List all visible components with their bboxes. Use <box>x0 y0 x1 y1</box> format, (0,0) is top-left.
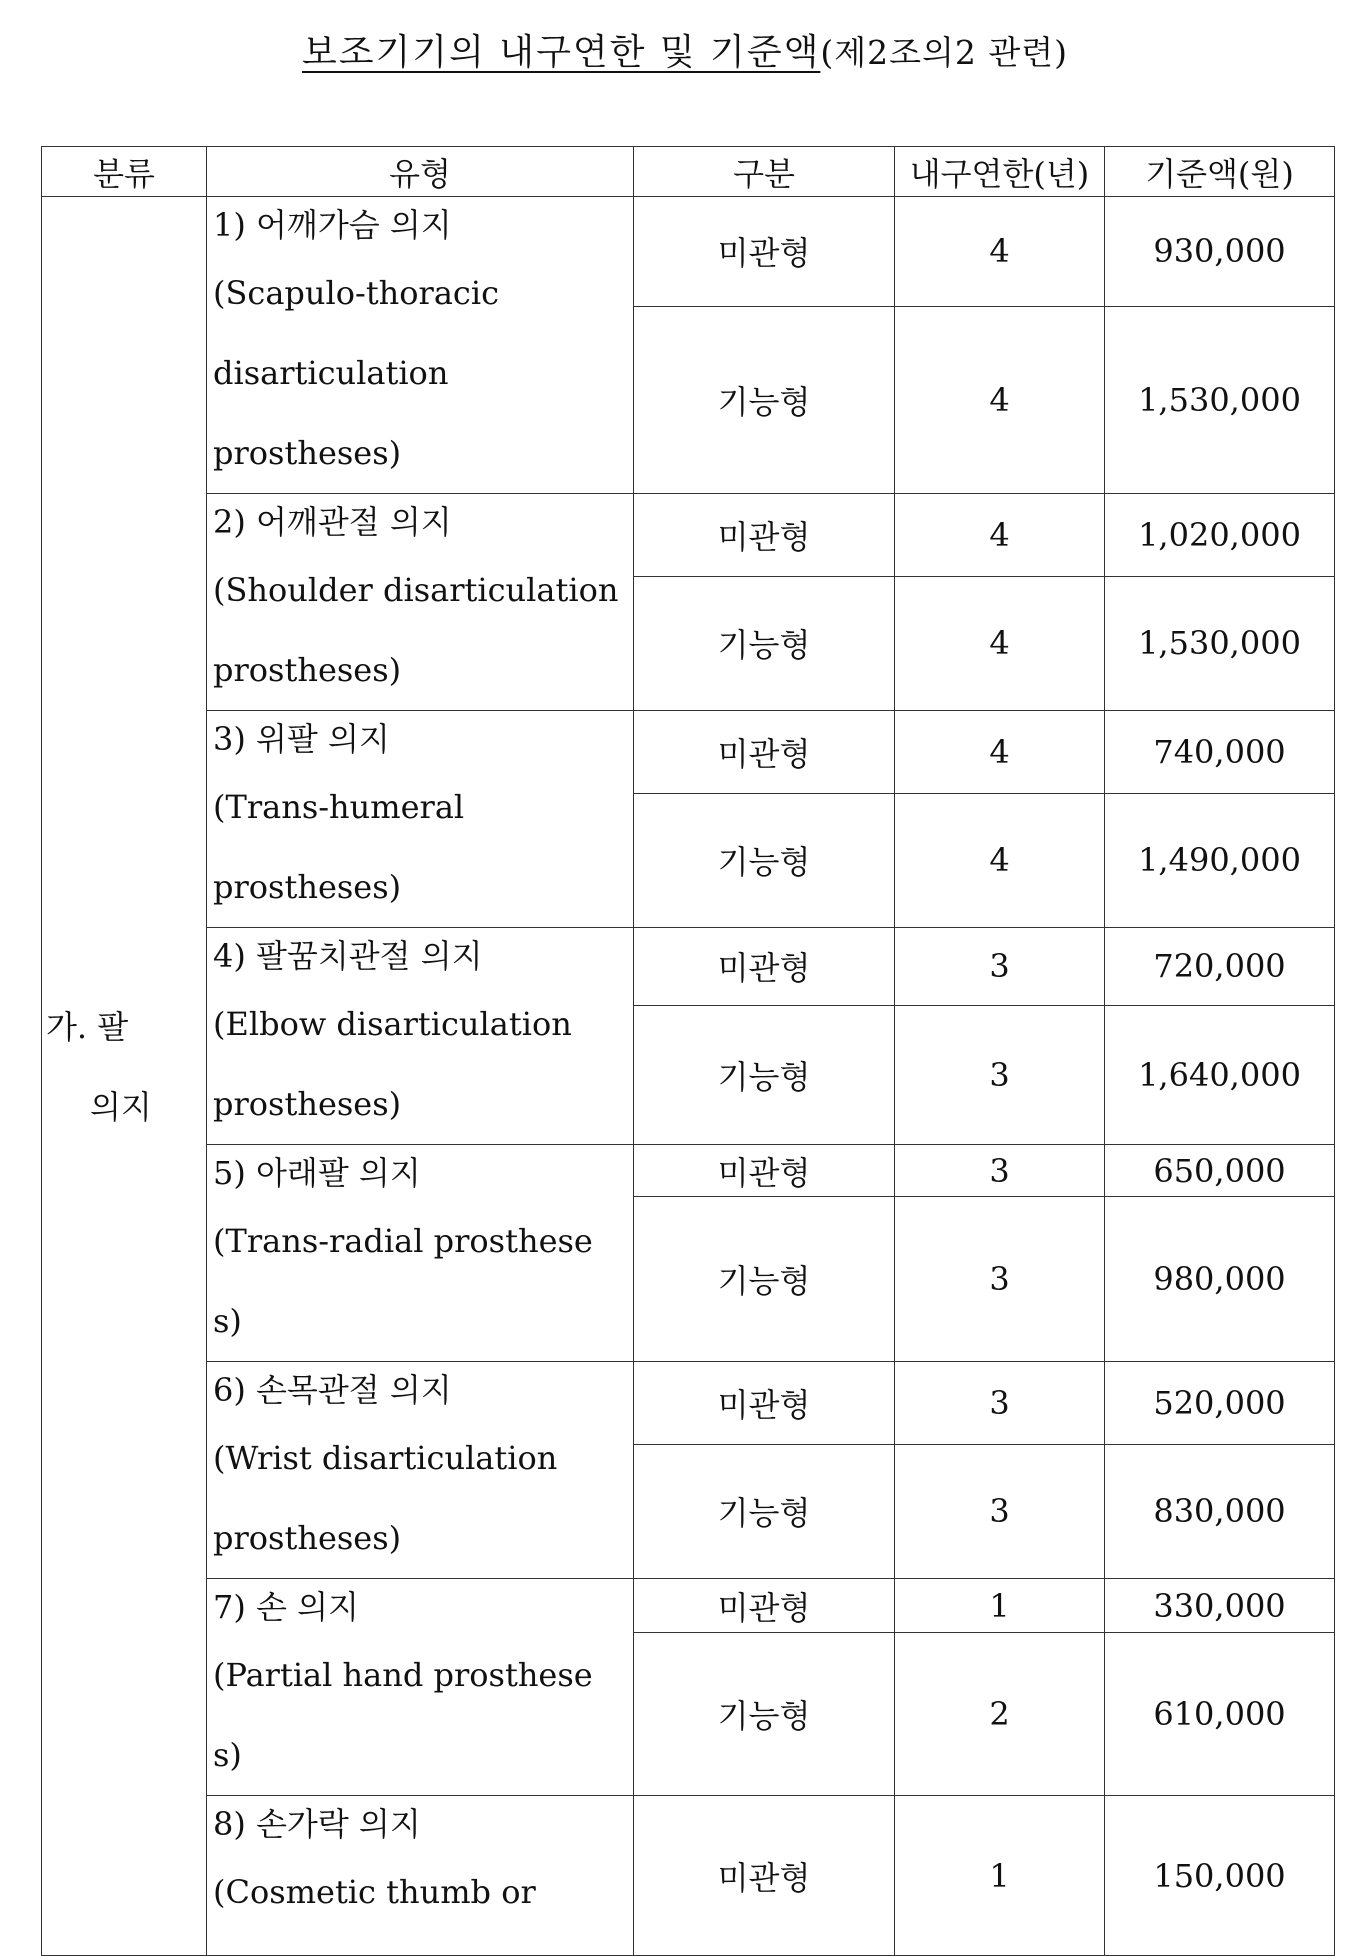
table-row <box>42 1579 1335 1633</box>
division-cell: 미관형 <box>634 1362 895 1445</box>
durability-cell: 3 <box>895 1145 1105 1197</box>
device-type-line: 7) 손 의지 <box>213 1588 359 1626</box>
table-row <box>42 1362 1335 1445</box>
amount-cell: 1,020,000 <box>1105 494 1335 577</box>
device-type-line: prostheses) <box>213 1519 402 1557</box>
device-type-line: prostheses) <box>213 1085 402 1123</box>
amount-cell: 830,000 <box>1105 1444 1335 1578</box>
division-cell: 기능형 <box>634 576 895 710</box>
durability-cell: 4 <box>895 576 1105 710</box>
document-title <box>0 24 1370 75</box>
device-type-line: (Cosmetic thumb or <box>213 1873 536 1911</box>
device-type-line: prostheses) <box>213 868 402 906</box>
durability-cell: 2 <box>895 1633 1105 1796</box>
durability-cell: 1 <box>895 1796 1105 1956</box>
device-type-cell <box>207 928 634 1145</box>
amount-cell: 1,640,000 <box>1105 1005 1335 1144</box>
device-type-line: prostheses) <box>213 651 402 689</box>
division-cell: 미관형 <box>634 1796 895 1956</box>
durability-cell: 3 <box>895 928 1105 1006</box>
device-type-line: 5) 아래팔 의지 <box>213 1154 421 1192</box>
division-cell: 기능형 <box>634 1197 895 1362</box>
division-cell: 기능형 <box>634 1444 895 1578</box>
amount-cell: 740,000 <box>1105 711 1335 794</box>
device-type-line: 4) 팔꿈치관절 의지 <box>213 937 483 975</box>
category-label-line2: 의지 <box>90 1088 152 1126</box>
division-cell: 미관형 <box>634 1145 895 1197</box>
amount-cell: 720,000 <box>1105 928 1335 1006</box>
header-category: 분류 <box>42 147 207 197</box>
division-cell: 미관형 <box>634 711 895 794</box>
division-cell: 미관형 <box>634 1579 895 1633</box>
durability-cell: 4 <box>895 711 1105 794</box>
header-durability: 내구연한(년) <box>895 147 1105 197</box>
amount-cell: 520,000 <box>1105 1362 1335 1445</box>
header-type: 유형 <box>207 147 634 197</box>
title-sub: (제2조의2 관련) <box>820 33 1069 72</box>
amount-cell: 1,530,000 <box>1105 306 1335 493</box>
division-cell: 기능형 <box>634 1633 895 1796</box>
device-type-line: (Scapulo-thoracic <box>213 274 499 312</box>
device-type-line: prostheses) <box>213 434 402 472</box>
durability-cell: 4 <box>895 793 1105 927</box>
category-label <box>46 987 152 1147</box>
table-row <box>42 1145 1335 1197</box>
device-type-line: 1) 어깨가슴 의지 <box>213 206 452 244</box>
device-type-line: 6) 손목관절 의지 <box>213 1371 452 1409</box>
category-cell <box>42 197 207 1956</box>
durability-cell: 3 <box>895 1005 1105 1144</box>
durability-cell: 3 <box>895 1197 1105 1362</box>
table-row <box>42 1796 1335 1956</box>
device-type-line: (Wrist disarticulation <box>213 1439 558 1477</box>
device-type-line: (Shoulder disarticulation <box>213 571 619 609</box>
device-type-line: (Trans-radial prosthese <box>213 1222 593 1260</box>
device-type-line: 2) 어깨관절 의지 <box>213 503 452 541</box>
title-main: 보조기기의 내구연한 및 기준액 <box>301 32 821 73</box>
header-division: 구분 <box>634 147 895 197</box>
durability-cell: 1 <box>895 1579 1105 1633</box>
division-cell: 기능형 <box>634 306 895 493</box>
device-type-line: disarticulation <box>213 354 449 392</box>
table-row <box>42 928 1335 1006</box>
durability-cell: 4 <box>895 197 1105 307</box>
device-type-cell <box>207 711 634 928</box>
amount-cell: 980,000 <box>1105 1197 1335 1362</box>
device-type-line: (Trans-humeral <box>213 788 465 826</box>
header-amount: 기준액(원) <box>1105 147 1335 197</box>
device-type-cell <box>207 197 634 494</box>
division-cell: 기능형 <box>634 793 895 927</box>
division-cell: 미관형 <box>634 494 895 577</box>
amount-cell: 1,490,000 <box>1105 793 1335 927</box>
amount-cell: 1,530,000 <box>1105 576 1335 710</box>
category-label-line1: 가. 팔 <box>46 1008 129 1046</box>
device-type-line: (Partial hand prosthese <box>213 1656 593 1694</box>
amount-cell: 930,000 <box>1105 197 1335 307</box>
device-type-line: 3) 위팔 의지 <box>213 720 390 758</box>
table-row <box>42 197 1335 307</box>
device-type-line: s) <box>213 1736 242 1774</box>
device-type-line: 8) 손가락 의지 <box>213 1805 421 1843</box>
amount-cell: 610,000 <box>1105 1633 1335 1796</box>
table-header-row <box>42 147 1335 197</box>
durability-cell: 3 <box>895 1362 1105 1445</box>
device-type-cell <box>207 494 634 711</box>
device-type-line: s) <box>213 1302 242 1340</box>
device-type-cell <box>207 1796 634 1956</box>
durability-cell: 4 <box>895 494 1105 577</box>
durability-amount-table <box>41 146 1335 1956</box>
device-type-cell <box>207 1145 634 1362</box>
device-type-line: (Elbow disarticulation <box>213 1005 572 1043</box>
device-type-cell <box>207 1579 634 1796</box>
amount-cell: 330,000 <box>1105 1579 1335 1633</box>
table-row <box>42 711 1335 794</box>
table-body <box>42 197 1335 1956</box>
division-cell: 미관형 <box>634 197 895 307</box>
durability-cell: 3 <box>895 1444 1105 1578</box>
table-row <box>42 494 1335 577</box>
device-type-cell <box>207 1362 634 1579</box>
amount-cell: 150,000 <box>1105 1796 1335 1956</box>
division-cell: 기능형 <box>634 1005 895 1144</box>
division-cell: 미관형 <box>634 928 895 1006</box>
durability-cell: 4 <box>895 306 1105 493</box>
amount-cell: 650,000 <box>1105 1145 1335 1197</box>
